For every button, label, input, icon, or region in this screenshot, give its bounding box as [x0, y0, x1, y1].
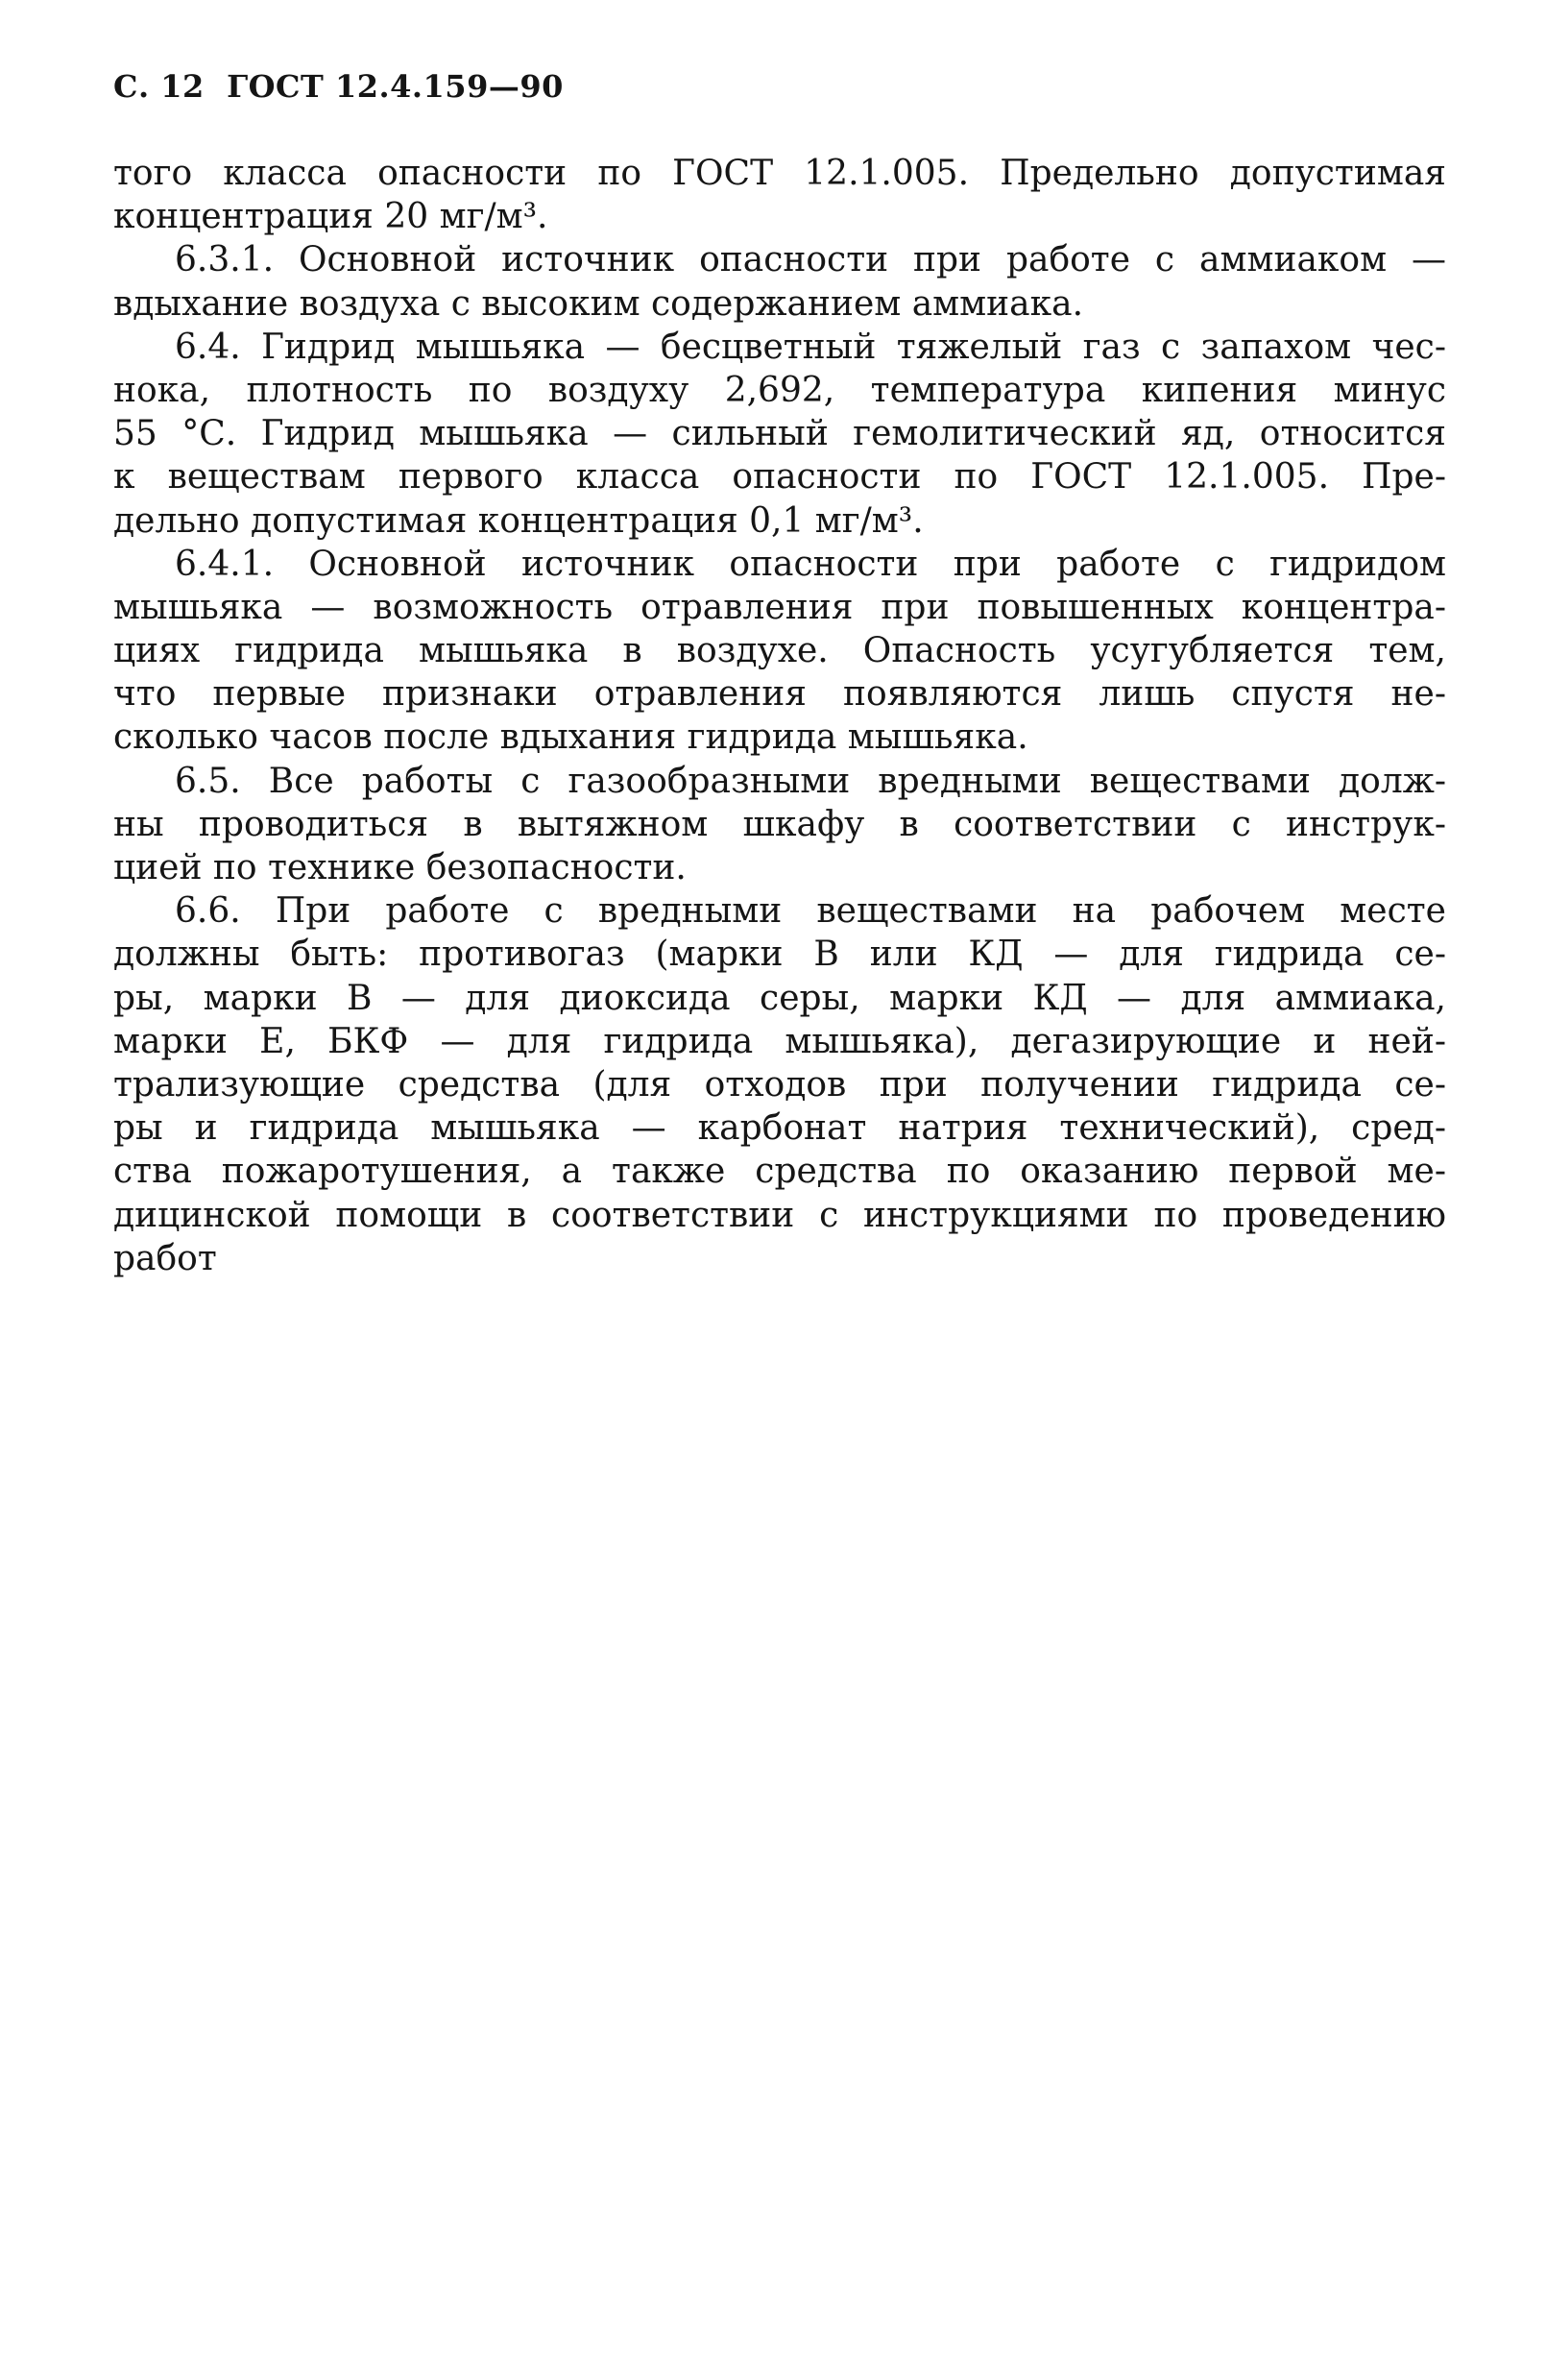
text-line: того класса опасности по ГОСТ 12.1.005. Предельно допустимая — [113, 154, 1446, 193]
text-line: 6.4. Гидрид мышьяка — бесцветный тяжелый газ с запахом чес- — [175, 327, 1446, 367]
text-line: марки Е, БКФ — для гидрида мышьяка), дегазирующие и ней- — [113, 1021, 1446, 1061]
text-line: должны быть: противогаз (марки В или КД — для гидрида се- — [113, 935, 1446, 975]
text-line: ры и гидрида мышьяка — карбонат натрия технический), сред- — [113, 1108, 1446, 1149]
page-label: С. 12 — [113, 68, 205, 105]
text-line: 6.5. Все работы с газообразными вредными веществами долж- — [175, 761, 1446, 801]
text-line: 55 °С. Гидрид мышьяка — сильный гемолитический яд, относится — [113, 414, 1446, 454]
paragraph-6-3-1 — [113, 238, 1446, 325]
page-header — [113, 58, 564, 115]
text-line: трализующие средства (для отходов при получении гидрида се- — [113, 1064, 1446, 1105]
text-line: цией по технике безопасности. — [113, 848, 687, 887]
paragraph-6-4 — [113, 326, 1446, 543]
text-line: концентрация 20 мг/м³. — [113, 197, 548, 237]
text-line: дельно допустимая концентрация 0,1 мг/м³. — [113, 500, 924, 541]
text-line: нока, плотность по воздуху 2,692, температура кипения минус — [113, 370, 1446, 410]
paragraph-continued — [113, 152, 1446, 238]
text-line: к веществам первого класса опасности по ГОСТ 12.1.005. Пре- — [113, 457, 1446, 498]
paragraph-6-6 — [113, 889, 1446, 1280]
text-line: ны проводиться в вытяжном шкафу в соответствии с инструк- — [113, 804, 1446, 844]
text-line: 6.3.1. Основной источник опасности при работе с аммиаком — — [175, 240, 1446, 280]
document-code: ГОСТ 12.4.159—90 — [227, 68, 564, 105]
text-line: ства пожаротушения, а также средства по оказанию первой ме- — [113, 1152, 1446, 1192]
text-line: вдыхание воздуха с высоким содержанием аммиака. — [113, 283, 1084, 324]
text-line: ры, марки В — для диоксида серы, марки КД — для аммиака, — [113, 978, 1446, 1018]
paragraph-6-5 — [113, 760, 1446, 890]
text-line: работ — [113, 1238, 217, 1278]
text-line: циях гидрида мышьяка в воздухе. Опасность усугубляется тем, — [113, 631, 1446, 671]
body-text — [113, 152, 1446, 1280]
text-line: 6.6. При работе с вредными веществами на рабочем месте — [175, 891, 1446, 932]
text-line: 6.4.1. Основной источник опасности при работе с гидридом — [175, 544, 1446, 584]
text-line: сколько часов после вдыхания гидрида мышьяка. — [113, 717, 1028, 758]
text-line: что первые признаки отравления появляются лишь спустя не- — [113, 674, 1446, 715]
paragraph-6-4-1 — [113, 543, 1446, 760]
text-line: мышьяка — возможность отравления при повышенных концентра- — [113, 587, 1446, 627]
text-line: дицинской помощи в соответствии с инструкциями по проведению — [113, 1195, 1446, 1235]
